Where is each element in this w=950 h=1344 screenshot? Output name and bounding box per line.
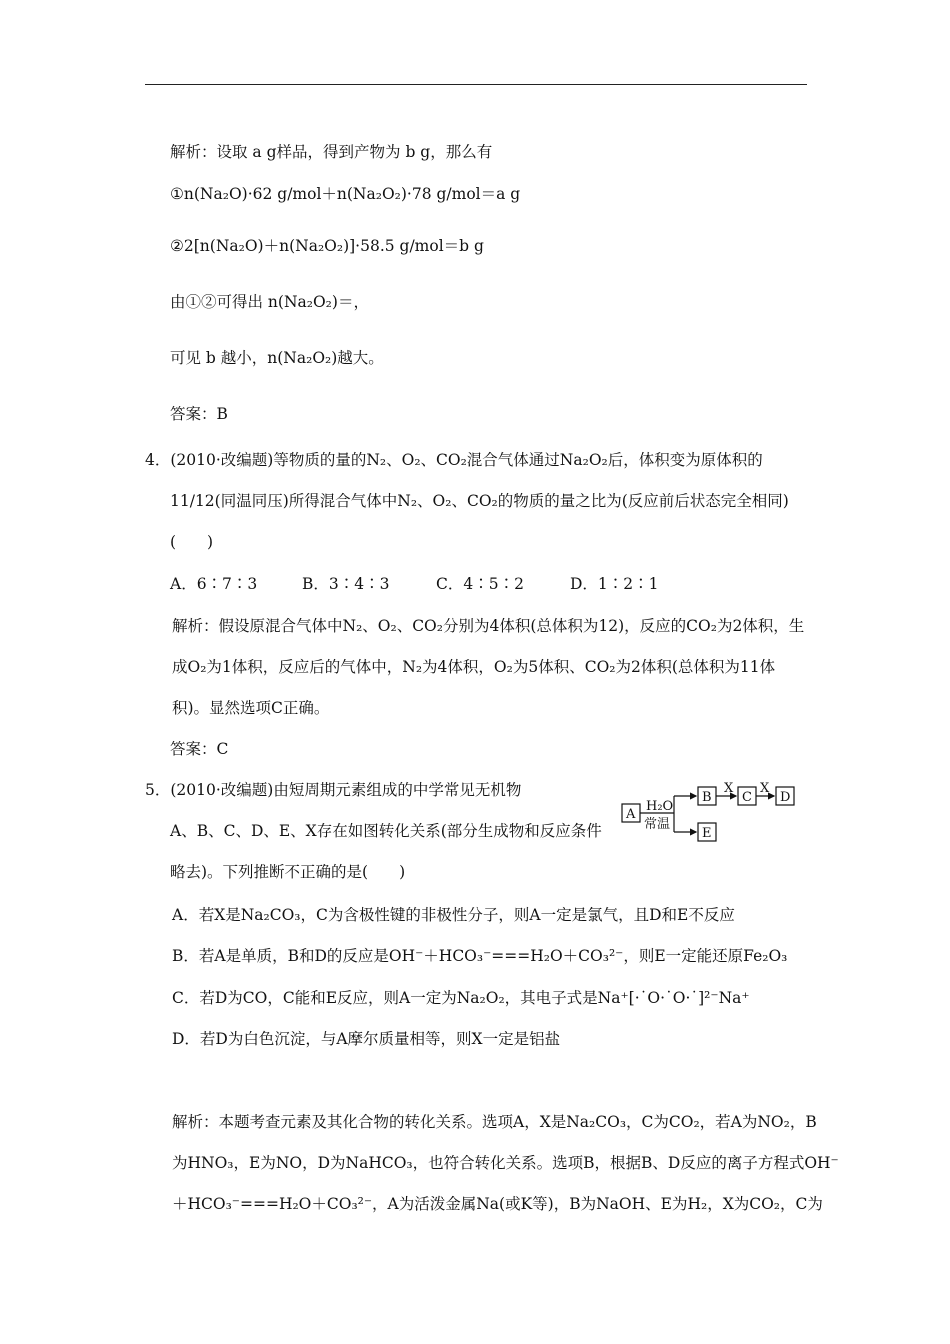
q4-option-b: B．3∶4∶3 bbox=[302, 575, 390, 593]
equation-1: ①n(Na₂O)·62 g/mol＋n(Na₂O₂)·78 g/mol＝a g bbox=[170, 185, 521, 203]
q5-analysis-line-1: 解析：本题考查元素及其化合物的转化关系。选项A，X是Na₂CO₃，C为CO₂，若A为NO₂，B bbox=[172, 1113, 817, 1131]
q5-stem-line-2: A、B、C、D、E、X存在如图转化关系(部分生成物和反应条件 bbox=[170, 822, 602, 840]
q5-analysis-line-3: ＋HCO₃⁻===H₂O＋CO₃²⁻，A为活泼金属Na(或K等)，B为NaOH、E为H₂，X为CO₂，C为 bbox=[172, 1195, 823, 1213]
q4-option-a: A．6∶7∶3 bbox=[170, 575, 258, 593]
equation-2: ②2[n(Na₂O)＋n(Na₂O₂)]·58.5 g/mol＝b g bbox=[170, 237, 484, 255]
analysis-intro: 解析：设取 a g样品，得到产物为 b g，那么有 bbox=[170, 143, 493, 161]
node-e-label: E bbox=[702, 826, 712, 841]
derivation: 由①②可得出 n(Na₂O₂)＝， bbox=[170, 293, 369, 311]
q5-option-b: B．若A是单质，B和D的反应是OH⁻＋HCO₃⁻===H₂O＋CO₃²⁻，则E一定能还原Fe₂O₃ bbox=[172, 947, 788, 965]
q5-option-d: D．若D为白色沉淀，与A摩尔质量相等，则X一定是铝盐 bbox=[172, 1030, 561, 1048]
q5-analysis-line-2: 为HNO₃，E为NO，D为NaHCO₃，也符合转化关系。选项B，根据B、D反应的离子方程式OH⁻ bbox=[172, 1154, 839, 1172]
q5-stem-line-3: 略去)。下列推断不正确的是( ) bbox=[170, 863, 406, 881]
node-c-label: C bbox=[742, 790, 752, 805]
answer-4: 答案：C bbox=[170, 740, 229, 758]
q4-option-d: D．1∶2∶1 bbox=[570, 575, 659, 593]
arrow-label-x-1: X bbox=[724, 782, 734, 796]
header-rule bbox=[145, 84, 807, 85]
q5-option-c: C．若D为CO，C能和E反应，则A一定为Na₂O₂，其电子式是Na⁺[·˙O·˙O·˙]²⁻Na⁺ bbox=[172, 989, 750, 1007]
q4-stem-line-2: 11/12(同温同压)所得混合气体中N₂、O₂、CO₂的物质的量之比为(反应前后状态完全相同) bbox=[170, 492, 789, 510]
q4-stem-line-3: ( ) bbox=[170, 533, 214, 551]
q4-stem-line-1: 4．(2010·改编题)等物质的量的N₂、O₂、CO₂混合气体通过Na₂O₂后，体积变为原体积的 bbox=[145, 451, 763, 469]
node-a-label: A bbox=[626, 807, 636, 822]
conversion-diagram bbox=[620, 782, 800, 846]
node-d-label: D bbox=[780, 790, 791, 805]
node-b-label: B bbox=[702, 790, 712, 805]
reagent-label: H₂O bbox=[646, 799, 674, 814]
arrow-label-x-2: X bbox=[760, 782, 770, 796]
answer-3: 答案：B bbox=[170, 405, 228, 423]
conclusion: 可见 b 越小，n(Na₂O₂)越大。 bbox=[170, 349, 384, 367]
condition-label: 常温 bbox=[644, 817, 671, 832]
q5-stem-line-1: 5．(2010·改编题)由短周期元素组成的中学常见无机物 bbox=[145, 781, 522, 799]
q5-option-a: A．若X是Na₂CO₃，C为含极性键的非极性分子，则A一定是氯气，且D和E不反应 bbox=[172, 906, 735, 924]
q4-analysis-line-1: 解析：假设原混合气体中N₂、O₂、CO₂分别为4体积(总体积为12)，反应的CO₂为2体积，生 bbox=[172, 617, 805, 635]
q4-analysis-line-2: 成O₂为1体积，反应后的气体中，N₂为4体积，O₂为5体积、CO₂为2体积(总体积为11体 bbox=[172, 658, 776, 676]
q4-analysis-line-3: 积)。显然选项C正确。 bbox=[172, 699, 330, 717]
q4-option-c: C．4∶5∶2 bbox=[436, 575, 524, 593]
